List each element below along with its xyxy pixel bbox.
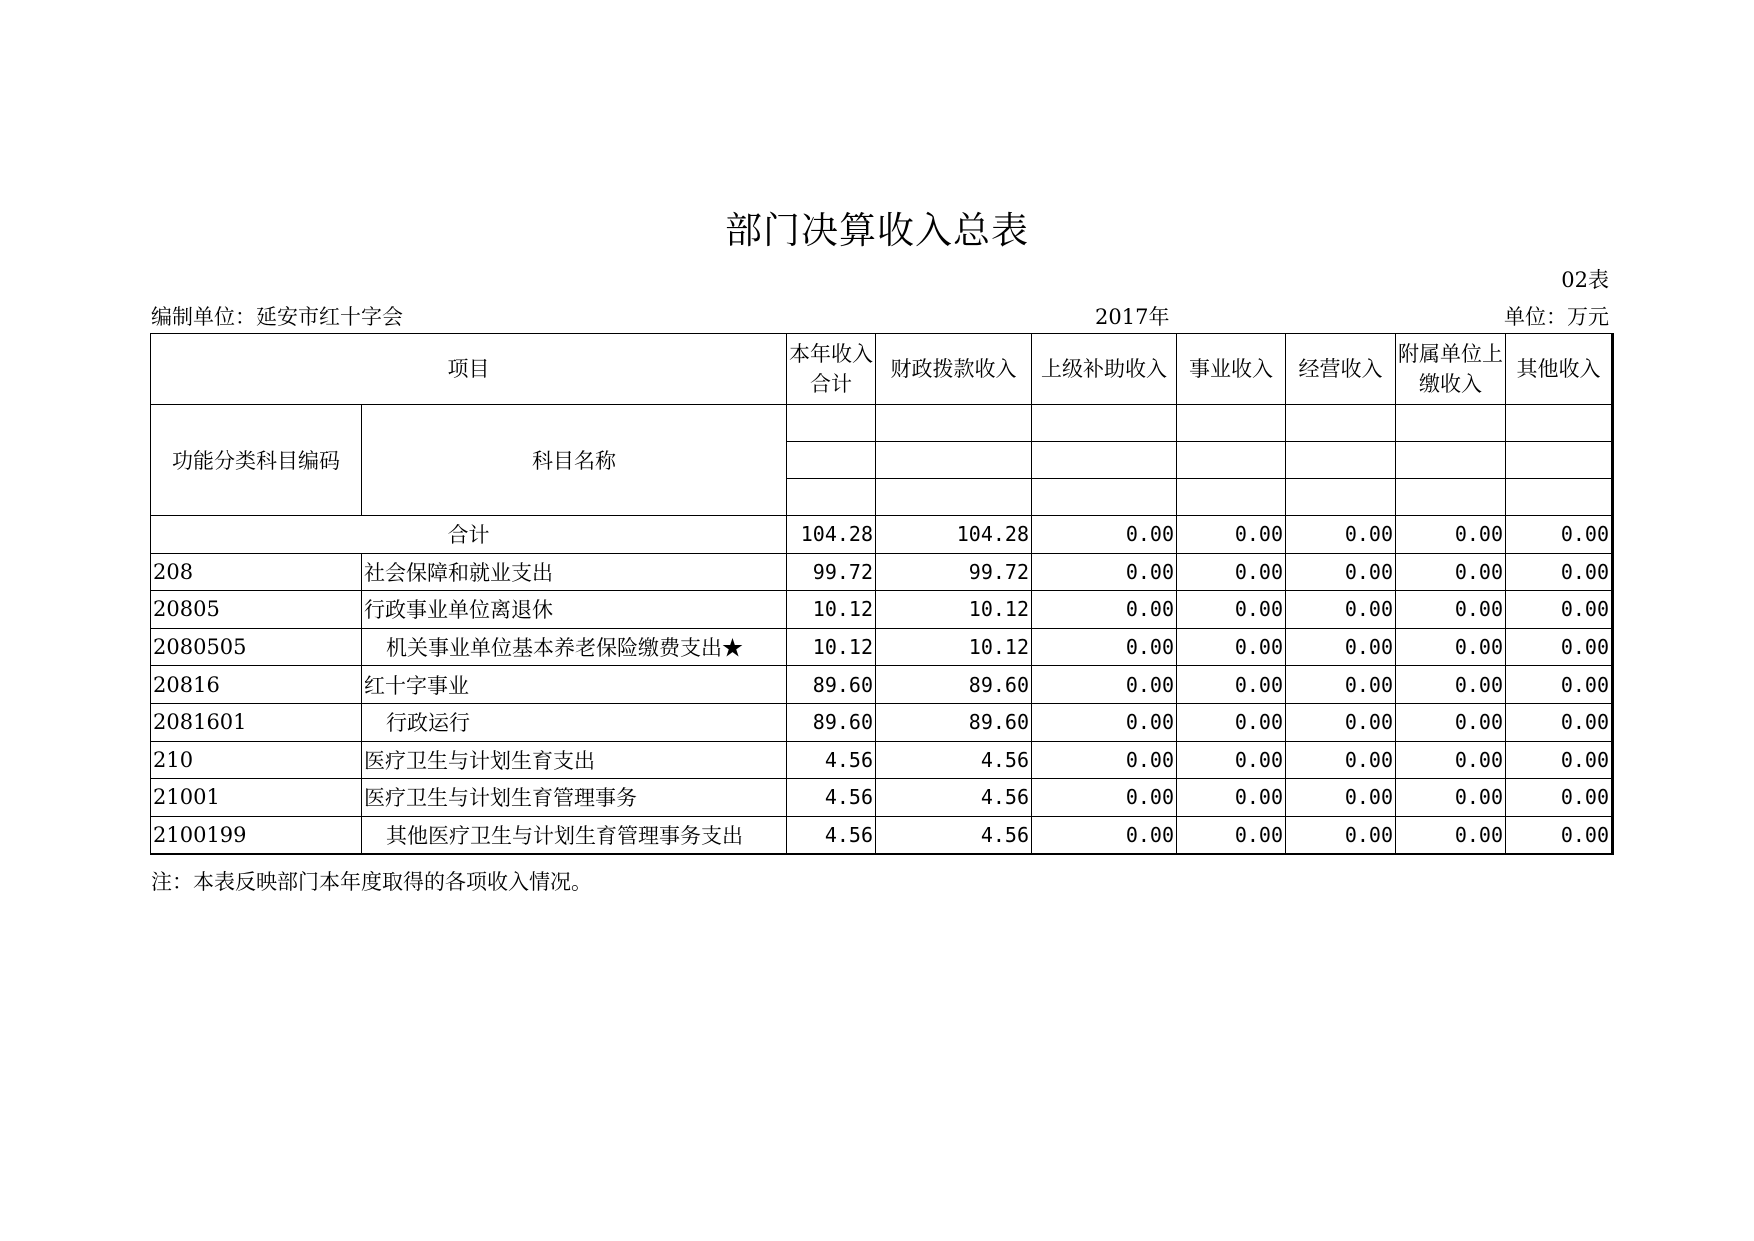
row-value: 0.00: [1177, 628, 1286, 666]
row-name: 行政事业单位离退休: [362, 591, 787, 629]
table-note: 注：本表反映部门本年度取得的各项收入情况。: [151, 870, 592, 894]
row-value: 4.56: [876, 816, 1032, 854]
row-value: 0.00: [1177, 591, 1286, 629]
row-value: 4.56: [787, 779, 876, 817]
table-row: [151, 703, 1613, 741]
income-summary-table: [150, 333, 1614, 855]
row-value: 0.00: [1396, 703, 1506, 741]
row-value: 89.60: [876, 666, 1032, 704]
row-value: 0.00: [1032, 741, 1177, 779]
header-col6: 附属单位上缴收入: [1396, 334, 1506, 405]
row-value: 0.00: [1396, 628, 1506, 666]
table-row: [151, 628, 1613, 666]
row-value: 0.00: [1286, 816, 1396, 854]
row-code: 21001: [151, 779, 362, 817]
row-code: 210: [151, 741, 362, 779]
total-value: 0.00: [1032, 516, 1177, 554]
header-col1: 本年收入合计: [787, 334, 876, 405]
row-name: 社会保障和就业支出: [362, 553, 787, 591]
row-value: 0.00: [1286, 591, 1396, 629]
row-value: 0.00: [1506, 553, 1613, 591]
row-value: 0.00: [1032, 779, 1177, 817]
row-value: 0.00: [1177, 553, 1286, 591]
total-row: [151, 516, 1613, 554]
row-value: 0.00: [1177, 779, 1286, 817]
total-value: 104.28: [787, 516, 876, 554]
total-value: 0.00: [1396, 516, 1506, 554]
row-value: 0.00: [1177, 666, 1286, 704]
form-number: 02表: [1561, 268, 1609, 292]
header-col5: 经营收入: [1286, 334, 1396, 405]
header-code: 功能分类科目编码: [151, 405, 362, 516]
row-value: 0.00: [1396, 779, 1506, 817]
table-row: [151, 666, 1613, 704]
row-value: 0.00: [1506, 591, 1613, 629]
row-value: 0.00: [1506, 703, 1613, 741]
row-code: 20816: [151, 666, 362, 704]
total-value: 104.28: [876, 516, 1032, 554]
row-value: 0.00: [1396, 741, 1506, 779]
row-value: 99.72: [876, 553, 1032, 591]
row-name: 机关事业单位基本养老保险缴费支出★: [362, 628, 787, 666]
row-value: 0.00: [1506, 741, 1613, 779]
row-value: 0.00: [1506, 816, 1613, 854]
row-code: 2100199: [151, 816, 362, 854]
year-label: 2017年: [1095, 305, 1170, 329]
row-value: 0.00: [1177, 703, 1286, 741]
row-value: 0.00: [1286, 628, 1396, 666]
table-row: [151, 816, 1613, 854]
table-row: [151, 779, 1613, 817]
subheader-row: [151, 405, 1613, 442]
header-col2: 财政拨款收入: [876, 334, 1032, 405]
row-code: 20805: [151, 591, 362, 629]
total-label: 合计: [151, 516, 787, 554]
row-value: 0.00: [1506, 779, 1613, 817]
row-value: 0.00: [1396, 553, 1506, 591]
row-code: 2081601: [151, 703, 362, 741]
row-value: 0.00: [1032, 816, 1177, 854]
row-value: 89.60: [787, 666, 876, 704]
header-col4: 事业收入: [1177, 334, 1286, 405]
row-code: 208: [151, 553, 362, 591]
row-value: 10.12: [876, 628, 1032, 666]
page-title: 部门决算收入总表: [725, 209, 1029, 252]
row-value: 10.12: [787, 628, 876, 666]
table-row: [151, 553, 1613, 591]
total-value: 0.00: [1506, 516, 1613, 554]
row-name: 医疗卫生与计划生育支出: [362, 741, 787, 779]
row-value: 0.00: [1286, 703, 1396, 741]
row-value: 0.00: [1032, 628, 1177, 666]
row-value: 0.00: [1286, 741, 1396, 779]
header-col3: 上级补助收入: [1032, 334, 1177, 405]
row-value: 99.72: [787, 553, 876, 591]
header-row: [151, 334, 1613, 405]
header-col7: 其他收入: [1506, 334, 1613, 405]
header-name: 科目名称: [362, 405, 787, 516]
row-value: 0.00: [1032, 591, 1177, 629]
row-value: 0.00: [1177, 741, 1286, 779]
row-name: 其他医疗卫生与计划生育管理事务支出: [362, 816, 787, 854]
row-value: 4.56: [787, 816, 876, 854]
row-value: 0.00: [1032, 666, 1177, 704]
row-value: 0.00: [1396, 591, 1506, 629]
row-value: 4.56: [876, 741, 1032, 779]
row-name: 医疗卫生与计划生育管理事务: [362, 779, 787, 817]
row-value: 0.00: [1286, 666, 1396, 704]
row-value: 4.56: [787, 741, 876, 779]
row-value: 89.60: [787, 703, 876, 741]
row-code: 2080505: [151, 628, 362, 666]
row-value: 0.00: [1506, 628, 1613, 666]
row-value: 0.00: [1396, 666, 1506, 704]
table-row: [151, 591, 1613, 629]
row-value: 4.56: [876, 779, 1032, 817]
unit-label: 单位：万元: [1504, 305, 1609, 329]
row-value: 0.00: [1177, 816, 1286, 854]
row-name: 行政运行: [362, 703, 787, 741]
row-value: 10.12: [787, 591, 876, 629]
row-value: 0.00: [1032, 703, 1177, 741]
row-value: 0.00: [1032, 553, 1177, 591]
header-item: 项目: [151, 334, 787, 405]
total-value: 0.00: [1177, 516, 1286, 554]
org-label: 编制单位：延安市红十字会: [151, 305, 403, 329]
row-value: 0.00: [1396, 816, 1506, 854]
row-value: 89.60: [876, 703, 1032, 741]
row-value: 0.00: [1286, 779, 1396, 817]
row-value: 10.12: [876, 591, 1032, 629]
table-row: [151, 741, 1613, 779]
row-value: 0.00: [1286, 553, 1396, 591]
row-name: 红十字事业: [362, 666, 787, 704]
total-value: 0.00: [1286, 516, 1396, 554]
row-value: 0.00: [1506, 666, 1613, 704]
